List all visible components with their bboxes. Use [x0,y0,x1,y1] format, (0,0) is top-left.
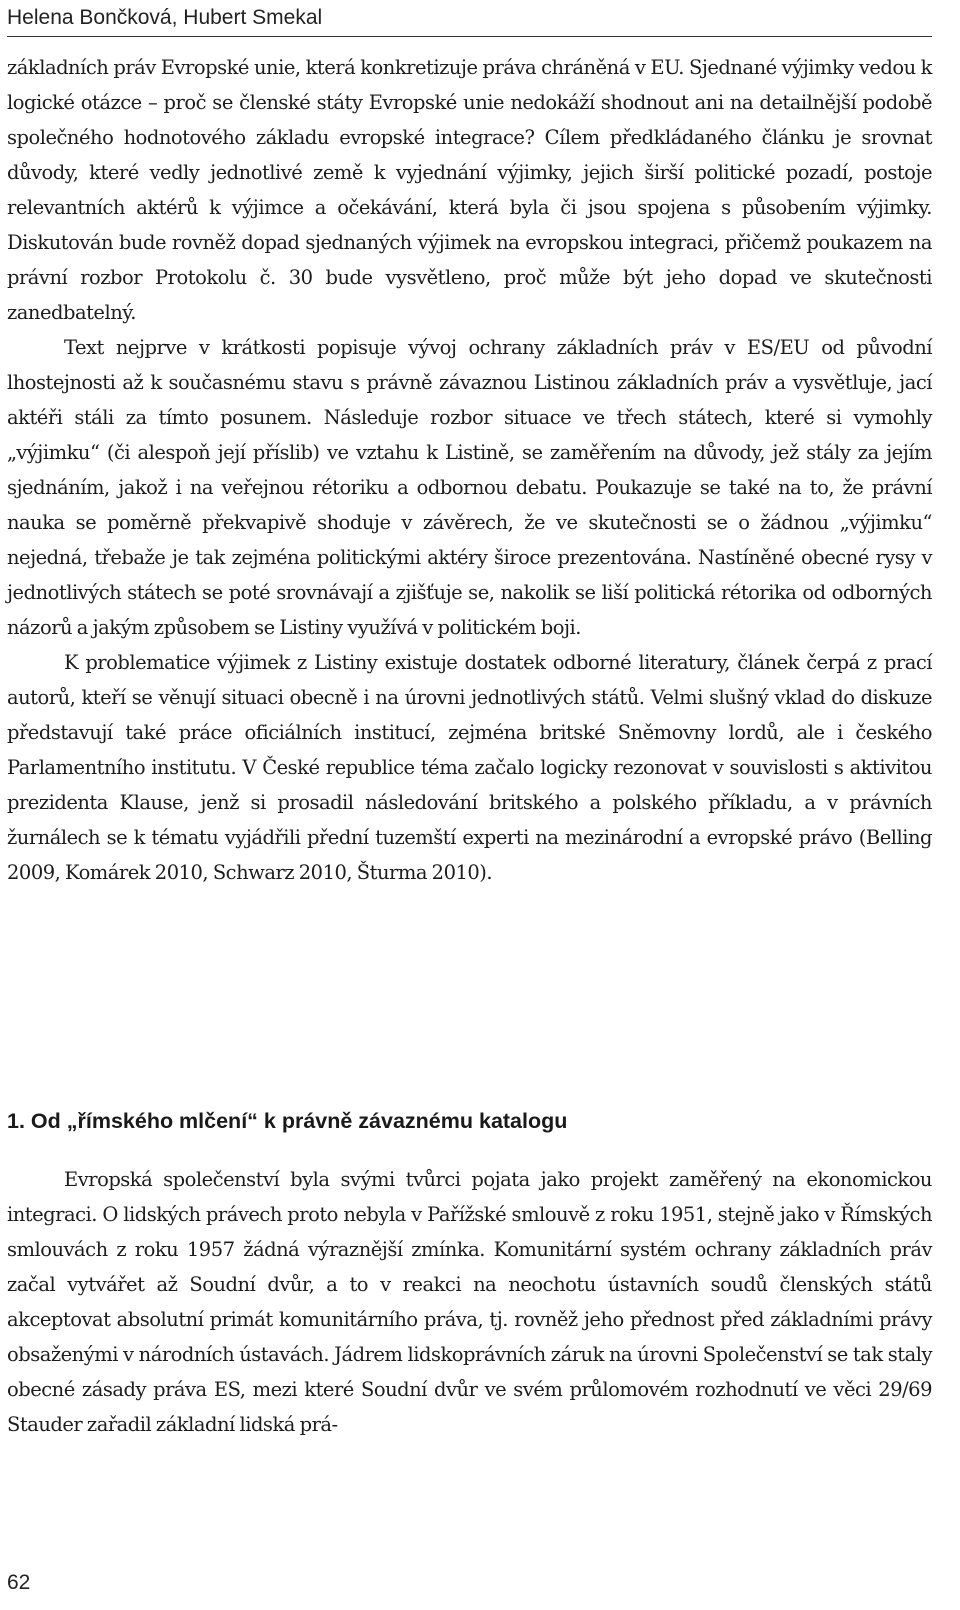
header-rule [7,36,932,37]
running-head: Helena Bončková, Hubert Smekal [7,6,323,29]
body-text-section [7,1162,932,1442]
section-heading: 1. Od „římského mlčení“ k právně závaznému katalogu [7,1109,568,1133]
body-text-intro [7,50,932,890]
paragraph: Evropská společenství byla svými tvůrci pojata jako projekt zaměřený na ekonomickou integraci. O lidských právech proto nebyla v Pařížské smlouvě z roku 1951, stejně jako v Římských smlouvách z roku 1957 žádná výraznější zmínka. Komunitární systém ochrany základních práv začal vytvářet až Soudní dvůr, a to v reakci na neochotu ústavních soudů členských států akceptovat absolutní primát komunitárního práva, tj. rovněž jeho přednost před základními právy obsaženými v národních ústavách. Jádrem lidskoprávních záruk na úrovni Společenství se tak staly obecné zásady práva ES, mezi které Soudní dvůr ve svém průlomovém rozhodnutí ve věci 29/69 Stauder zařadil základní lidská prá- [7,1168,932,1436]
paragraph: Text nejprve v krátkosti popisuje vývoj ochrany základních práv v ES/EU od původní lhostejnosti až k současnému stavu s právně závaznou Listinou základních práv a vysvětluje, jací aktéři stáli za tímto posunem. Následuje rozbor situace ve třech státech, které si vymohly „výjimku“ (či alespoň její příslib) ve vztahu k Listině, se zaměřením na důvody, jež stály za jejím sjednáním, jakož i na veřejnou rétoriku a odbornou debatu. Poukazuje se také na to, že právní nauka se poměrně překvapivě shoduje v závěrech, že ve skutečnosti se o žádnou „výjimku“ nejedná, třebaže je tak zejména politickými aktéry široce prezentována. Nastíněné obecné rysy v jednotlivých státech se poté srovnávají a zjišťuje se, nakolik se liší politická rétorika od odborných názorů a jakým způsobem se Listiny využívá v politickém boji. [7,336,932,639]
paragraph: K problematice výjimek z Listiny existuje dostatek odborné literatury, článek čerpá z prací autorů, kteří se věnují situaci obecně i na úrovni jednotlivých států. Velmi slušný vklad do diskuze představují také práce oficiálních institucí, zejména britské Sněmovny lordů, ale i českého Parlamentního institutu. V České republice téma začalo logicky rezonovat v souvislosti s aktivitou prezidenta Klause, jenž si prosadil následování britského a polského příkladu, a v právních žurnálech se k tématu vyjádřili přední tuzemští experti na mezinárodní a evropské právo (Belling 2009, Komárek 2010, Schwarz 2010, Šturma 2010). [7,651,932,884]
page-number: 62 [7,1571,31,1594]
paragraph: základních práv Evropské unie, která konkretizuje práva chráněná v EU. Sjednané výjimky vedou k logické otázce – proč se členské státy Evropské unie nedokáží shodnout ani na detailnější podobě společného hodnotového základu evropské integrace? Cílem předkládaného článku je srovnat důvody, které vedly jednotlivé země k vyjednání výjimky, jejich širší politické pozadí, postoje relevantních aktérů k výjimce a očekávání, která byla či jsou spojena s působením výjimky. Diskutován bude rovněž dopad sjednaných výjimek na evropskou integraci, přičemž poukazem na právní rozbor Protokolu č. 30 bude vysvětleno, proč může být jeho dopad ve skutečnosti zanedbatelný. [7,56,932,324]
